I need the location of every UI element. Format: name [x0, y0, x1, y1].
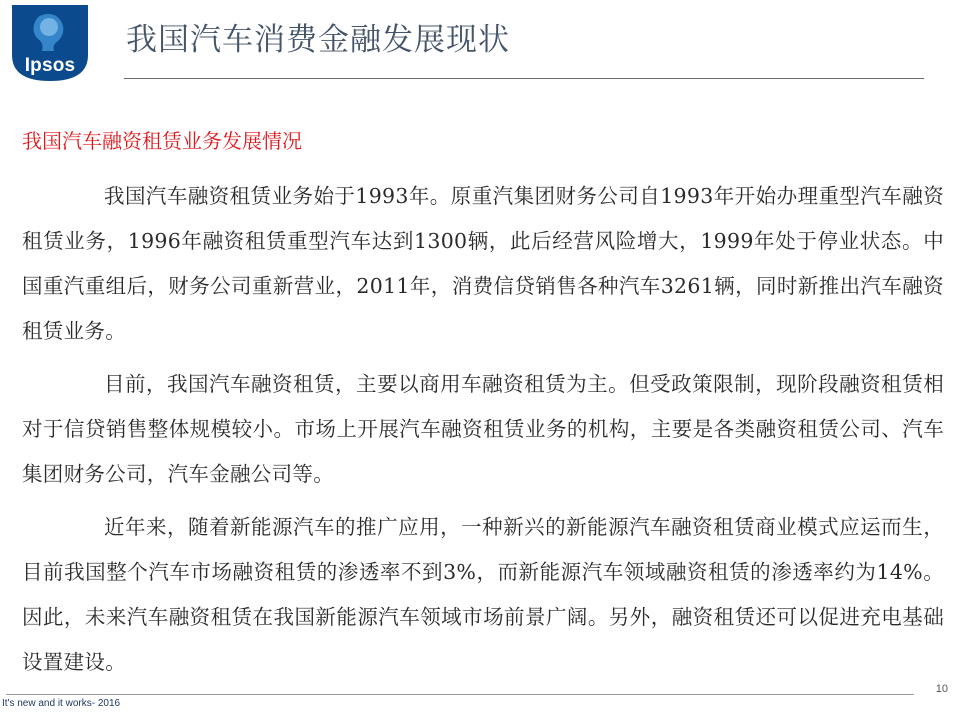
- page-title: 我国汽车消费金融发展现状: [126, 22, 510, 58]
- title-divider: [124, 78, 924, 79]
- paragraph-3: 近年来，随着新能源汽车的推广应用，一种新兴的新能源汽车融资租赁商业模式应运而生，目前我国整个汽车市场融资租赁的渗透率不到3%，而新能源汽车领域融资租赁的渗透率约为14%。因此，未来汽车融资租赁在我国新能源汽车领域市场前景广阔。另外，融资租赁还可以促进充电基础设置建设。: [22, 515, 944, 674]
- footer-tagline: It's new and it works- 2016: [2, 698, 121, 709]
- body-content: [22, 174, 944, 693]
- footer-divider: [6, 694, 914, 695]
- paragraph-1: 我国汽车融资租赁业务始于1993年。原重汽集团财务公司自1993年开始办理重型汽车融资租赁业务，1996年融资租赁重型汽车达到1300辆，此后经营风险增大，1999年处于停业状态。中国重汽重组后，财务公司重新营业，2011年，消费信贷销售各种汽车3261辆，同时新推出汽车融资租赁业务。: [22, 184, 944, 343]
- ipsos-logo: [12, 5, 88, 81]
- section-heading: 我国汽车融资租赁业务发展情况: [22, 129, 302, 153]
- paragraph-2: 目前，我国汽车融资租赁，主要以商用车融资租赁为主。但受政策限制，现阶段融资租赁相对于信贷销售整体规模较小。市场上开展汽车融资租赁业务的机构，主要是各类融资租赁公司、汽车集团财务公司，汽车金融公司等。: [22, 372, 944, 486]
- logo-text: Ipsos: [24, 55, 76, 76]
- page-number: 10: [935, 683, 948, 695]
